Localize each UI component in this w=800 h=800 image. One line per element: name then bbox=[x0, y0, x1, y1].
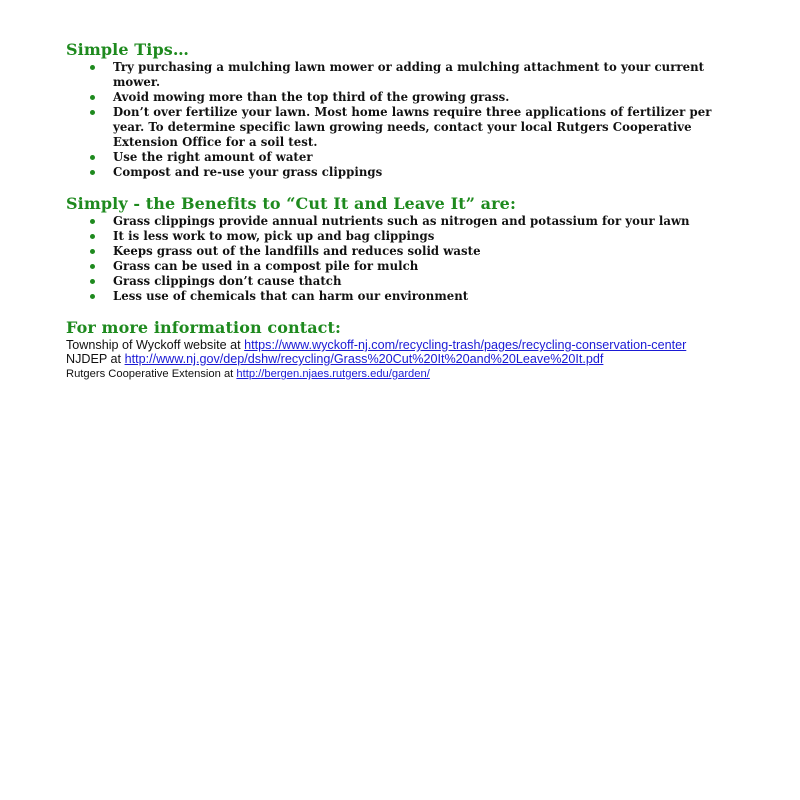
bullet-icon bbox=[90, 264, 95, 269]
list-item bbox=[66, 150, 736, 165]
simple-tips-list bbox=[66, 60, 736, 180]
contact-heading: For more information contact: bbox=[66, 318, 342, 337]
list-item-text: Keeps grass out of the landfills and reduces solid waste bbox=[113, 244, 481, 258]
list-item bbox=[66, 105, 736, 150]
list-item-text: It is less work to mow, pick up and bag clippings bbox=[113, 229, 435, 243]
simple-tips-heading: Simple Tips… bbox=[66, 40, 189, 59]
list-item bbox=[66, 229, 736, 244]
list-item-text: Grass can be used in a compost pile for mulch bbox=[113, 259, 419, 273]
njdep-label: NJDEP at bbox=[66, 352, 125, 366]
bullet-icon bbox=[90, 249, 95, 254]
bullet-icon bbox=[90, 219, 95, 224]
benefits-section bbox=[66, 194, 736, 304]
list-item-text: Use the right amount of water bbox=[113, 150, 313, 164]
list-item bbox=[66, 60, 736, 90]
list-item bbox=[66, 259, 736, 274]
list-item bbox=[66, 274, 736, 289]
bullet-icon bbox=[90, 279, 95, 284]
rutgers-link[interactable]: http://bergen.njaes.rutgers.edu/garden/ bbox=[236, 368, 430, 380]
contact-section bbox=[66, 318, 736, 381]
list-item-text: Compost and re-use your grass clippings bbox=[113, 165, 383, 179]
benefits-heading: Simply - the Benefits to “Cut It and Leave It” are: bbox=[66, 194, 516, 213]
njdep-contact-line bbox=[66, 352, 736, 367]
bullet-icon bbox=[90, 95, 95, 100]
bullet-icon bbox=[90, 170, 95, 175]
wyckoff-label: Township of Wyckoff website at bbox=[66, 338, 245, 352]
document-content bbox=[66, 40, 736, 381]
list-item bbox=[66, 289, 736, 304]
rutgers-contact-line bbox=[66, 367, 736, 381]
bullet-icon bbox=[90, 65, 95, 70]
wyckoff-link[interactable]: https://www.wyckoff-nj.com/recycling-trash/pages/recycling-conservation-center bbox=[244, 338, 687, 352]
list-item-text: Grass clippings provide annual nutrients such as nitrogen and potassium for your lawn bbox=[113, 214, 690, 228]
list-item bbox=[66, 244, 736, 259]
simple-tips-section bbox=[66, 40, 736, 180]
list-item-text: Avoid mowing more than the top third of the growing grass. bbox=[113, 90, 510, 104]
list-item bbox=[66, 214, 736, 229]
list-item-text: Grass clippings don’t cause thatch bbox=[113, 274, 342, 288]
list-item-text: Less use of chemicals that can harm our environment bbox=[113, 289, 469, 303]
bullet-icon bbox=[90, 234, 95, 239]
list-item-text: Don’t over fertilize your lawn. Most home lawns require three applications of fertilizer per year. To determine specific lawn growing needs, contact your local Rutgers Cooperative Extension Office for a soil test. bbox=[113, 105, 712, 149]
rutgers-label: Rutgers Cooperative Extension at bbox=[66, 368, 237, 380]
bullet-icon bbox=[90, 110, 95, 115]
benefits-list bbox=[66, 214, 736, 304]
list-item-text: Try purchasing a mulching lawn mower or adding a mulching attachment to your current mower. bbox=[113, 60, 705, 89]
bullet-icon bbox=[90, 155, 95, 160]
njdep-link[interactable]: http://www.nj.gov/dep/dshw/recycling/Grass%20Cut%20It%20and%20Leave%20It.pdf bbox=[124, 352, 604, 366]
bullet-icon bbox=[90, 294, 95, 299]
list-item bbox=[66, 90, 736, 105]
list-item bbox=[66, 165, 736, 180]
wyckoff-contact-line bbox=[66, 338, 736, 352]
